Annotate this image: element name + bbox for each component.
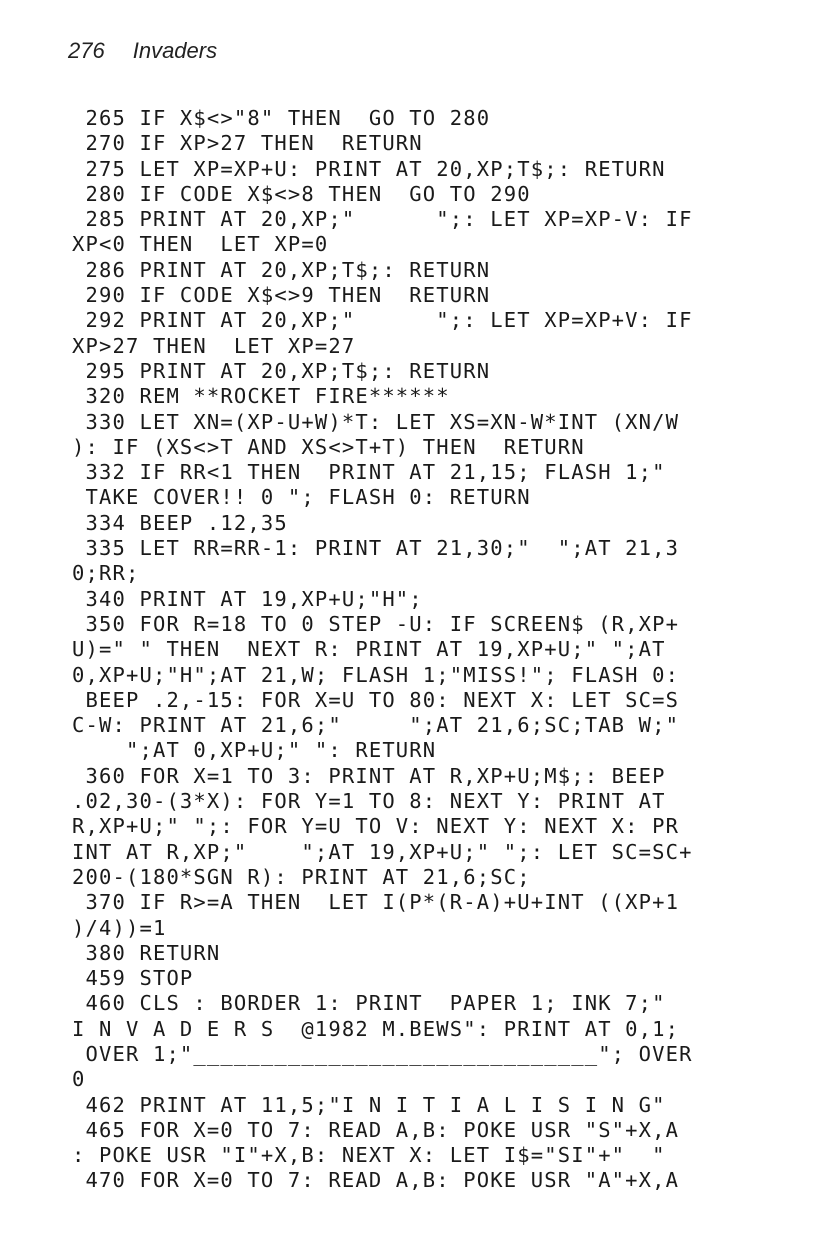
- code-line: 460 CLS : BORDER 1: PRINT PAPER 1; INK 7;": [72, 991, 666, 1016]
- code-line: 270 IF XP>27 THEN RETURN: [72, 131, 423, 156]
- code-line: C-W: PRINT AT 21,6;" ";AT 21,6;SC;TAB W;": [72, 713, 680, 738]
- code-line: 370 IF R>=A THEN LET I(P*(R-A)+U+INT ((XP+1: [72, 890, 680, 915]
- code-line: BEEP .2,-15: FOR X=U TO 80: NEXT X: LET SC=S: [72, 687, 680, 712]
- code-line: 0,XP+U;"H";AT 21,W; FLASH 1;"MISS!"; FLASH 0:: [72, 662, 680, 687]
- code-line: 470 FOR X=0 TO 7: READ A,B: POKE USR "A"+X,A: [72, 1168, 680, 1193]
- chapter-title: Invaders: [132, 38, 218, 63]
- code-line: 465 FOR X=0 TO 7: READ A,B: POKE USR "S"+X,A: [72, 1117, 680, 1142]
- code-line: 332 IF RR<1 THEN PRINT AT 21,15; FLASH 1;": [72, 460, 666, 485]
- code-line: 0: [72, 1067, 86, 1092]
- code-line: 334 BEEP .12,35: [72, 510, 288, 535]
- code-line: 360 FOR X=1 TO 3: PRINT AT R,XP+U;M$;: BEEP: [72, 763, 666, 788]
- code-line: XP<0 THEN LET XP=0: [72, 232, 329, 257]
- code-line: 335 LET RR=RR-1: PRINT AT 21,30;" ";AT 21,3: [72, 536, 680, 561]
- code-line: 330 LET XN=(XP-U+W)*T: LET XS=XN-W*INT (XN/W: [72, 409, 680, 434]
- code-line: 275 LET XP=XP+U: PRINT AT 20,XP;T$;: RETURN: [72, 156, 666, 181]
- code-line: OVER 1;"______________________________"; OVER: [72, 1041, 693, 1066]
- code-line: 350 FOR R=18 TO 0 STEP -U: IF SCREEN$ (R,XP+: [72, 611, 680, 636]
- code-line: I N V A D E R S @1982 M.BEWS": PRINT AT 0,1;: [72, 1016, 680, 1041]
- code-line: 292 PRINT AT 20,XP;" ";: LET XP=XP+V: IF: [72, 308, 693, 333]
- code-line: 462 PRINT AT 11,5;"I N I T I A L I S I N G": [72, 1092, 666, 1117]
- code-line: ";AT 0,XP+U;" ": RETURN: [72, 738, 437, 763]
- code-line: 0;RR;: [72, 561, 140, 586]
- code-line: 290 IF CODE X$<>9 THEN RETURN: [72, 283, 491, 308]
- page-number: 276: [68, 38, 105, 63]
- page-header: [68, 38, 217, 64]
- code-line: : POKE USR "I"+X,B: NEXT X: LET I$="SI"+" ": [72, 1143, 666, 1168]
- code-line: .02,30-(3*X): FOR Y=1 TO 8: NEXT Y: PRINT AT: [72, 789, 666, 814]
- code-line: )/4))=1: [72, 915, 167, 940]
- code-line: ): IF (XS<>T AND XS<>T+T) THEN RETURN: [72, 434, 585, 459]
- code-line: XP>27 THEN LET XP=27: [72, 333, 356, 358]
- basic-program-listing: [72, 106, 742, 1194]
- code-line: 380 RETURN: [72, 940, 221, 965]
- code-line: TAKE COVER!! 0 "; FLASH 0: RETURN: [72, 485, 531, 510]
- code-line: R,XP+U;" ";: FOR Y=U TO V: NEXT Y: NEXT X: PR: [72, 814, 680, 839]
- code-line: U)=" " THEN NEXT R: PRINT AT 19,XP+U;" ";AT: [72, 637, 666, 662]
- code-line: 320 REM **ROCKET FIRE******: [72, 384, 450, 409]
- code-line: 459 STOP: [72, 966, 194, 991]
- code-line: 265 IF X$<>"8" THEN GO TO 280: [72, 106, 491, 130]
- code-line: 200-(180*SGN R): PRINT AT 21,6;SC;: [72, 864, 531, 889]
- code-line: 286 PRINT AT 20,XP;T$;: RETURN: [72, 257, 491, 282]
- code-line: 295 PRINT AT 20,XP;T$;: RETURN: [72, 358, 491, 383]
- code-line: INT AT R,XP;" ";AT 19,XP+U;" ";: LET SC=SC+: [72, 839, 693, 864]
- code-line: 285 PRINT AT 20,XP;" ";: LET XP=XP-V: IF: [72, 207, 693, 232]
- code-line: 280 IF CODE X$<>8 THEN GO TO 290: [72, 181, 531, 206]
- code-line: 340 PRINT AT 19,XP+U;"H";: [72, 586, 423, 611]
